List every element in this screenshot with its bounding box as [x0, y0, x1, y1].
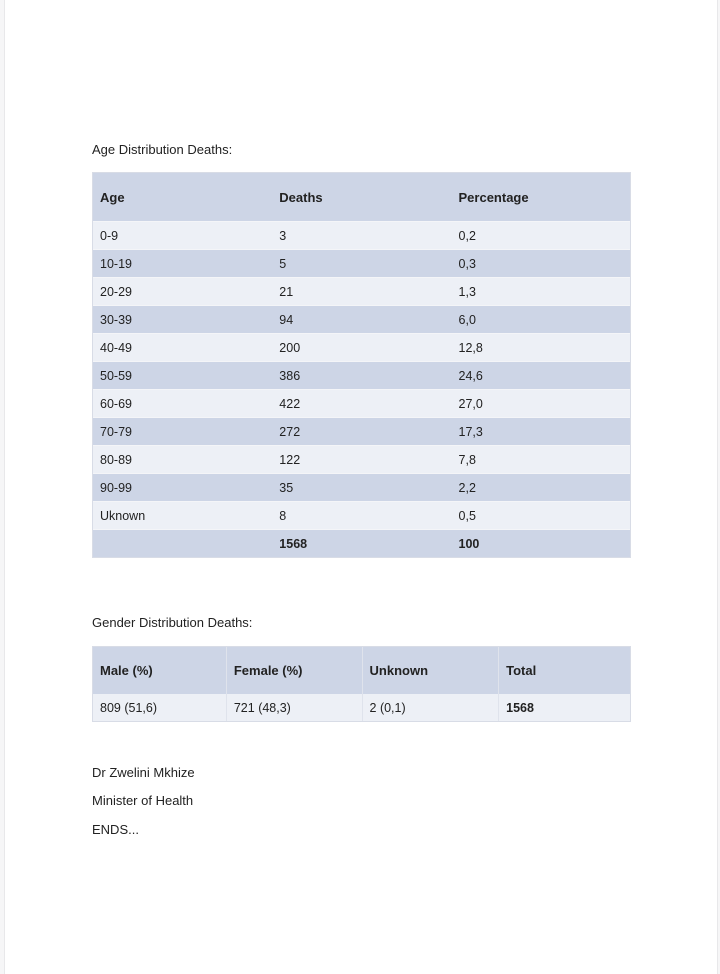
cell-age: 20-29 — [93, 277, 272, 305]
total-deaths: 1568 — [272, 529, 451, 557]
cell-deaths: 3 — [272, 221, 451, 249]
total-percentage: 100 — [452, 529, 630, 557]
cell-age: 90-99 — [93, 473, 272, 501]
cell-age: 30-39 — [93, 305, 272, 333]
cell-deaths: 422 — [272, 389, 451, 417]
cell-deaths: 200 — [272, 333, 451, 361]
age-distribution-heading: Age Distribution Deaths: — [92, 142, 233, 157]
table-header-row — [93, 173, 630, 221]
header-male: Male (%) — [93, 647, 226, 694]
cell-age: 0-9 — [93, 221, 272, 249]
table-row — [93, 389, 630, 417]
table-row — [93, 333, 630, 361]
table-row — [93, 221, 630, 249]
table-row — [93, 249, 630, 277]
header-unknown: Unknown — [362, 647, 499, 694]
header-age: Age — [93, 173, 272, 221]
table-row — [93, 277, 630, 305]
header-total: Total — [498, 647, 630, 694]
table-header-row — [93, 647, 630, 694]
signatory-role: Minister of Health — [92, 793, 194, 808]
cell-total: 1568 — [498, 694, 630, 721]
table-row — [93, 305, 630, 333]
total-age — [93, 529, 272, 557]
cell-deaths: 122 — [272, 445, 451, 473]
cell-percentage: 24,6 — [452, 361, 630, 389]
age-distribution-table — [92, 172, 631, 558]
cell-age: 60-69 — [93, 389, 272, 417]
cell-age: 80-89 — [93, 445, 272, 473]
cell-percentage: 0,2 — [452, 221, 630, 249]
cell-deaths: 5 — [272, 249, 451, 277]
cell-percentage: 1,3 — [452, 277, 630, 305]
cell-age: Uknown — [93, 501, 272, 529]
table-row — [93, 501, 630, 529]
cell-deaths: 386 — [272, 361, 451, 389]
cell-percentage: 6,0 — [452, 305, 630, 333]
cell-deaths: 21 — [272, 277, 451, 305]
cell-deaths: 8 — [272, 501, 451, 529]
cell-percentage: 12,8 — [452, 333, 630, 361]
cell-age: 10-19 — [93, 249, 272, 277]
cell-percentage: 0,3 — [452, 249, 630, 277]
cell-female: 721 (48,3) — [226, 694, 362, 721]
cell-deaths: 35 — [272, 473, 451, 501]
gender-distribution-heading: Gender Distribution Deaths: — [92, 615, 253, 630]
cell-percentage: 2,2 — [452, 473, 630, 501]
cell-percentage: 27,0 — [452, 389, 630, 417]
cell-deaths: 94 — [272, 305, 451, 333]
total-row — [93, 529, 630, 557]
signatory-name: Dr Zwelini Mkhize — [92, 765, 195, 780]
cell-age: 70-79 — [93, 417, 272, 445]
cell-age: 50-59 — [93, 361, 272, 389]
header-deaths: Deaths — [272, 173, 451, 221]
cell-percentage: 0,5 — [452, 501, 630, 529]
gender-distribution-table — [92, 646, 631, 722]
table-row — [93, 361, 630, 389]
cell-male: 809 (51,6) — [93, 694, 226, 721]
document-page — [4, 0, 718, 974]
ends-marker: ENDS... — [92, 822, 139, 837]
header-percentage: Percentage — [452, 173, 630, 221]
cell-percentage: 7,8 — [452, 445, 630, 473]
cell-age: 40-49 — [93, 333, 272, 361]
table-row — [93, 417, 630, 445]
table-row — [93, 473, 630, 501]
table-row — [93, 445, 630, 473]
cell-percentage: 17,3 — [452, 417, 630, 445]
header-female: Female (%) — [226, 647, 362, 694]
cell-unknown: 2 (0,1) — [362, 694, 499, 721]
table-row — [93, 694, 630, 721]
cell-deaths: 272 — [272, 417, 451, 445]
